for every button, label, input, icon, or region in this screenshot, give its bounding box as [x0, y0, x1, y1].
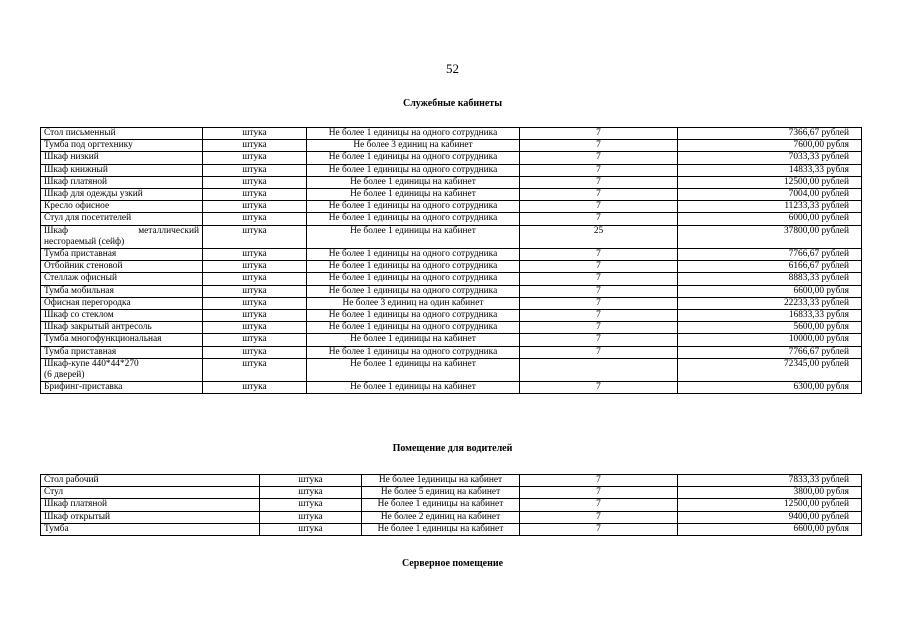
service-years-cell: 7 — [520, 322, 678, 334]
norm-cell: Не более 1 единицы на одного сотрудника — [307, 164, 520, 176]
price-cell: 37800,00 рублей — [678, 225, 862, 248]
norm-cell: Не более 1 единицы на кабинет — [307, 176, 520, 188]
unit-cell: штука — [203, 164, 307, 176]
item-name-line: (6 дверей) — [44, 370, 85, 381]
item-name-cell — [41, 358, 203, 381]
table-row — [41, 511, 862, 523]
item-name-cell: Шкаф платяной — [41, 176, 203, 188]
norm-cell: Не более 1 единицы на одного сотрудника — [307, 285, 520, 297]
item-name-cell: Тумба многофункциональная — [41, 334, 203, 346]
table-row — [41, 273, 862, 285]
item-name-cell: Тумба приставная — [41, 249, 203, 261]
unit-cell: штука — [203, 358, 307, 381]
norm-cell: Не более 2 единиц на кабинет — [362, 511, 520, 523]
service-years-cell — [520, 358, 678, 381]
price-cell: 22233,33 рублей — [678, 297, 862, 309]
item-name-cell: Шкаф платяной — [41, 499, 260, 511]
price-cell: 16833,33 рубля — [678, 310, 862, 322]
norm-cell: Не более 1 единицы на кабинет — [307, 225, 520, 248]
item-name-cell: Тумба под оргтехнику — [41, 140, 203, 152]
price-cell: 6600,00 рубля — [678, 285, 862, 297]
unit-cell: штука — [203, 140, 307, 152]
price-cell: 6600,00 рубля — [678, 523, 862, 535]
item-name-line: Шкаф-купе 440*44*270 — [44, 358, 139, 369]
price-cell: 72345,00 рублей — [678, 358, 862, 381]
service-years-cell: 7 — [520, 273, 678, 285]
unit-cell: штука — [260, 523, 362, 535]
table-row — [41, 225, 862, 248]
norm-cell: Не более 1 единицы на кабинет — [307, 189, 520, 201]
unit-cell: штука — [203, 310, 307, 322]
unit-cell: штука — [260, 487, 362, 499]
service-years-cell: 25 — [520, 225, 678, 248]
unit-cell: штука — [203, 213, 307, 225]
unit-cell: штука — [203, 346, 307, 358]
unit-cell: штука — [203, 285, 307, 297]
price-cell: 7766,67 рублей — [678, 249, 862, 261]
unit-cell: штука — [203, 382, 307, 394]
norm-cell: Не более 1 единицы на одного сотрудника — [307, 213, 520, 225]
item-name-line: несгораемый (сейф) — [44, 236, 125, 247]
table-row — [41, 499, 862, 511]
drivers-room-table — [40, 474, 862, 536]
price-cell: 7600,00 рубля — [678, 140, 862, 152]
service-years-cell: 7 — [520, 128, 678, 140]
service-years-cell: 7 — [520, 487, 678, 499]
table-row — [41, 176, 862, 188]
price-cell: 7004,00 рублей — [678, 189, 862, 201]
table-row — [41, 523, 862, 535]
service-years-cell: 7 — [520, 213, 678, 225]
offices-table — [40, 127, 862, 394]
service-years-cell: 7 — [520, 310, 678, 322]
item-name-cell: Шкаф низкий — [41, 152, 203, 164]
norm-cell: Не более 1 единицы на одного сотрудника — [307, 261, 520, 273]
unit-cell: штука — [203, 225, 307, 248]
item-name-cell: Стул — [41, 487, 260, 499]
unit-cell: штука — [203, 261, 307, 273]
service-years-cell: 7 — [520, 201, 678, 213]
item-name-cell: Стул для посетителей — [41, 213, 203, 225]
price-cell: 6300,00 рубля — [678, 382, 862, 394]
table-row — [41, 164, 862, 176]
service-years-cell: 7 — [520, 523, 678, 535]
service-years-cell: 7 — [520, 176, 678, 188]
unit-cell: штука — [203, 189, 307, 201]
table-row — [41, 249, 862, 261]
service-years-cell: 7 — [520, 261, 678, 273]
unit-cell: штука — [260, 475, 362, 487]
table-row — [41, 285, 862, 297]
item-name-cell: Офисная перегородка — [41, 297, 203, 309]
table-row — [41, 310, 862, 322]
price-cell: 6000,00 рублей — [678, 213, 862, 225]
price-cell: 14833,33 рубля — [678, 164, 862, 176]
norm-cell: Не более 1 единицы на кабинет — [362, 499, 520, 511]
price-cell: 5600,00 рубля — [678, 322, 862, 334]
service-years-cell: 7 — [520, 140, 678, 152]
table-row — [41, 358, 862, 381]
table-row — [41, 346, 862, 358]
item-name-cell — [41, 225, 203, 248]
norm-cell: Не более 1 единицы на одного сотрудника — [307, 249, 520, 261]
unit-cell: штука — [260, 499, 362, 511]
unit-cell: штука — [203, 322, 307, 334]
unit-cell: штука — [203, 297, 307, 309]
price-cell: 7766,67 рублей — [678, 346, 862, 358]
norm-cell: Не более 3 единиц на кабинет — [307, 140, 520, 152]
table-row — [41, 475, 862, 487]
service-years-cell: 7 — [520, 297, 678, 309]
price-cell: 10000,00 рубля — [678, 334, 862, 346]
section-title-server-room: Серверное помещение — [401, 558, 504, 569]
norm-cell: Не более 1 единицы на кабинет — [307, 334, 520, 346]
item-name-cell: Кресло офисное — [41, 201, 203, 213]
price-cell: 7833,33 рублей — [678, 475, 862, 487]
item-name-cell: Шкаф открытый — [41, 511, 260, 523]
table-row — [41, 201, 862, 213]
table-row — [41, 297, 862, 309]
price-cell: 6166,67 рублей — [678, 261, 862, 273]
item-name-cell: Шкаф книжный — [41, 164, 203, 176]
norm-cell: Не более 1 единицы на одного сотрудника — [307, 310, 520, 322]
service-years-cell: 7 — [520, 499, 678, 511]
unit-cell: штука — [203, 334, 307, 346]
item-name-cell: Шкаф закрытый антресоль — [41, 322, 203, 334]
norm-cell: Не более 1 единицы на одного сотрудника — [307, 346, 520, 358]
service-years-cell: 7 — [520, 511, 678, 523]
table-row — [41, 152, 862, 164]
item-name-cell: Брифинг-приставка — [41, 382, 203, 394]
item-name-word: металлический — [138, 225, 199, 236]
item-name-cell: Тумба — [41, 523, 260, 535]
norm-cell: Не более 1единицы на кабинет — [362, 475, 520, 487]
norm-cell: Не более 1 единицы на одного сотрудника — [307, 152, 520, 164]
item-name-cell: Отбойник стеновой — [41, 261, 203, 273]
item-name-line — [44, 226, 199, 237]
unit-cell: штука — [203, 128, 307, 140]
price-cell: 12500,00 рублей — [678, 176, 862, 188]
price-cell: 11233,33 рублей — [678, 201, 862, 213]
norm-cell: Не более 5 единиц на кабинет — [362, 487, 520, 499]
norm-cell: Не более 1 единицы на одного сотрудника — [307, 273, 520, 285]
service-years-cell: 7 — [520, 285, 678, 297]
item-name-cell: Шкаф со стеклом — [41, 310, 203, 322]
price-cell: 9400,00 рублей — [678, 511, 862, 523]
table-row — [41, 213, 862, 225]
item-name-cell: Стол рабочий — [41, 475, 260, 487]
price-cell: 7033,33 рублей — [678, 152, 862, 164]
unit-cell: штука — [203, 273, 307, 285]
section-title-drivers-room: Помещение для водителей — [392, 443, 513, 454]
service-years-cell: 7 — [520, 475, 678, 487]
price-cell: 8883,33 рублей — [678, 273, 862, 285]
unit-cell: штука — [203, 249, 307, 261]
item-name-cell: Тумба мобильная — [41, 285, 203, 297]
unit-cell: штука — [203, 201, 307, 213]
price-cell: 12500,00 рублей — [678, 499, 862, 511]
norm-cell: Не более 1 единицы на кабинет — [307, 382, 520, 394]
norm-cell: Не более 1 единицы на одного сотрудника — [307, 201, 520, 213]
price-cell: 7366,67 рублей — [678, 128, 862, 140]
table-row — [41, 382, 862, 394]
service-years-cell: 7 — [520, 189, 678, 201]
unit-cell: штука — [260, 511, 362, 523]
service-years-cell: 7 — [520, 334, 678, 346]
item-name-cell: Тумба приставная — [41, 346, 203, 358]
page-number: 52 — [446, 61, 459, 76]
service-years-cell: 7 — [520, 346, 678, 358]
norm-cell: Не более 1 единицы на кабинет — [307, 358, 520, 381]
service-years-cell: 7 — [520, 249, 678, 261]
service-years-cell: 7 — [520, 382, 678, 394]
norm-cell: Не более 1 единицы на одного сотрудника — [307, 128, 520, 140]
norm-cell: Не более 1 единицы на одного сотрудника — [307, 322, 520, 334]
item-name-cell: Стеллаж офисный — [41, 273, 203, 285]
item-name-word: Шкаф — [44, 225, 69, 236]
unit-cell: штука — [203, 152, 307, 164]
unit-cell: штука — [203, 176, 307, 188]
service-years-cell: 7 — [520, 164, 678, 176]
price-cell: 3800,00 рубля — [678, 487, 862, 499]
norm-cell: Не более 3 единиц на один кабинет — [307, 297, 520, 309]
norm-cell: Не более 1 единицы на кабинет — [362, 523, 520, 535]
service-years-cell: 7 — [520, 152, 678, 164]
item-name-cell: Шкаф для одежды узкий — [41, 189, 203, 201]
table-row — [41, 334, 862, 346]
table-row — [41, 140, 862, 152]
table-row — [41, 128, 862, 140]
table-row — [41, 261, 862, 273]
table-row — [41, 189, 862, 201]
section-title-offices: Служебные кабинеты — [402, 98, 503, 109]
table-row — [41, 487, 862, 499]
item-name-cell: Стол письменный — [41, 128, 203, 140]
table-row — [41, 322, 862, 334]
